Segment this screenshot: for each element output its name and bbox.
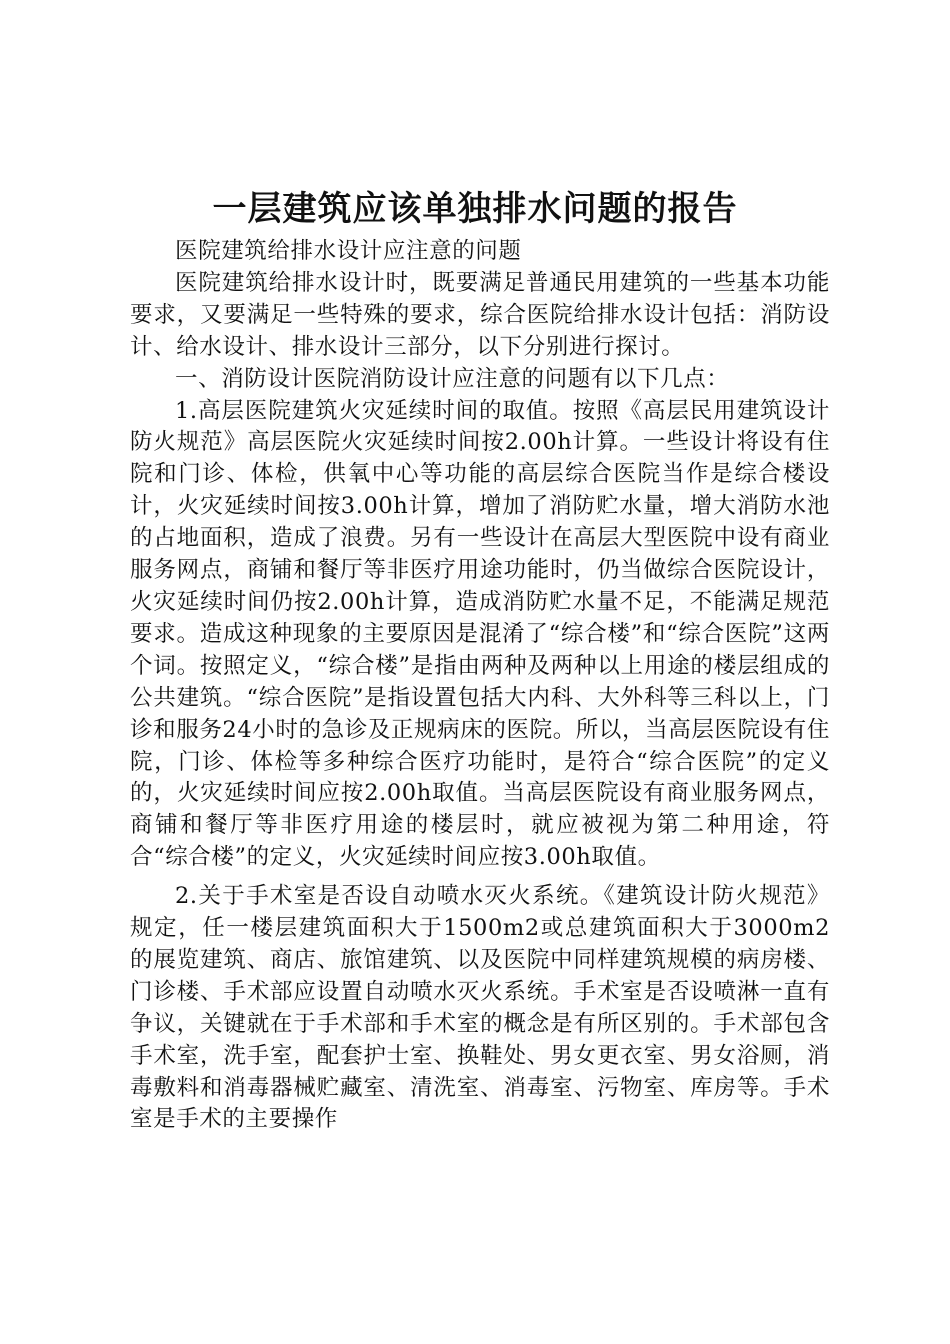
paragraph-item-1: 1.高层医院建筑火灾延续时间的取值。按照《高层民用建筑设计防火规范》高层医院火灾延续时间按2.00h计算。一些设计将设有住院和门诊、体检，供氧中心等功能的高层综合医院当作是综合楼设计，火灾延续时间按3.00h计算，增加了消防贮水量，增大消防水池的占地面积，造成了浪费。另有一些设计在高层大型医院中设有商业服务网点，商铺和餐厅等非医疗用途功能时，仍当做综合医院设计，火灾延续时间仍按2.00h计算，造成消防贮水量不足，不能满足规范要求。造成这种现象的主要原因是混淆了“综合楼”和“综合医院”这两个词。按照定义，“综合楼”是指由两种及两种以上用途的楼层组成的公共建筑。“综合医院”是指设置包括大内科、大外科等三科以上，门诊和服务24小时的急诊及正规病床的医院。所以，当高层医院设有住院，门诊、体检等多种综合医疗功能时，是符合“综合医院”的定义的，火灾延续时间应按2.00h取值。当高层医院设有商业服务网点，商铺和餐厅等非医疗用途的楼层时，就应被视为第二种用途，符合“综合楼”的定义，火灾延续时间应按3.00h取值。 bbox=[130, 397, 830, 871]
document-body bbox=[130, 236, 830, 1136]
paragraph-section-fire-design: 一、消防设计医院消防设计应注意的问题有以下几点： bbox=[175, 365, 730, 392]
paragraph-item-2: 2.关于手术室是否设自动喷水灭火系统。《建筑设计防火规范》规定，任一楼层建筑面积大于1500m2或总建筑面积大于3000m2的展览建筑、商店、旅馆建筑、以及医院中同样建筑规模的病房楼、门诊楼、手术部应设置自动喷水灭火系统。手术室是否设喷淋一直有争议，关键就在于手术部和手术室的概念是有所区别的。手术部包含手术室，洗手室，配套护士室、换鞋处、男女更衣室、男女浴厕，消毒敷料和消毒器械贮藏室、清洗室、消毒室、污物室、库房等。手术室是手术的主要操作 bbox=[130, 883, 830, 1133]
paragraph-intro: 医院建筑给排水设计时，既要满足普通民用建筑的一些基本功能要求，又要满足一些特殊的要求，综合医院给排水设计包括：消防设计、给水设计、排水设计三部分，以下分别进行探讨。 bbox=[130, 269, 830, 360]
document-title: 一层建筑应该单独排水问题的报告 bbox=[212, 189, 738, 229]
paragraph-heading: 医院建筑给排水设计应注意的问题 bbox=[175, 238, 522, 264]
